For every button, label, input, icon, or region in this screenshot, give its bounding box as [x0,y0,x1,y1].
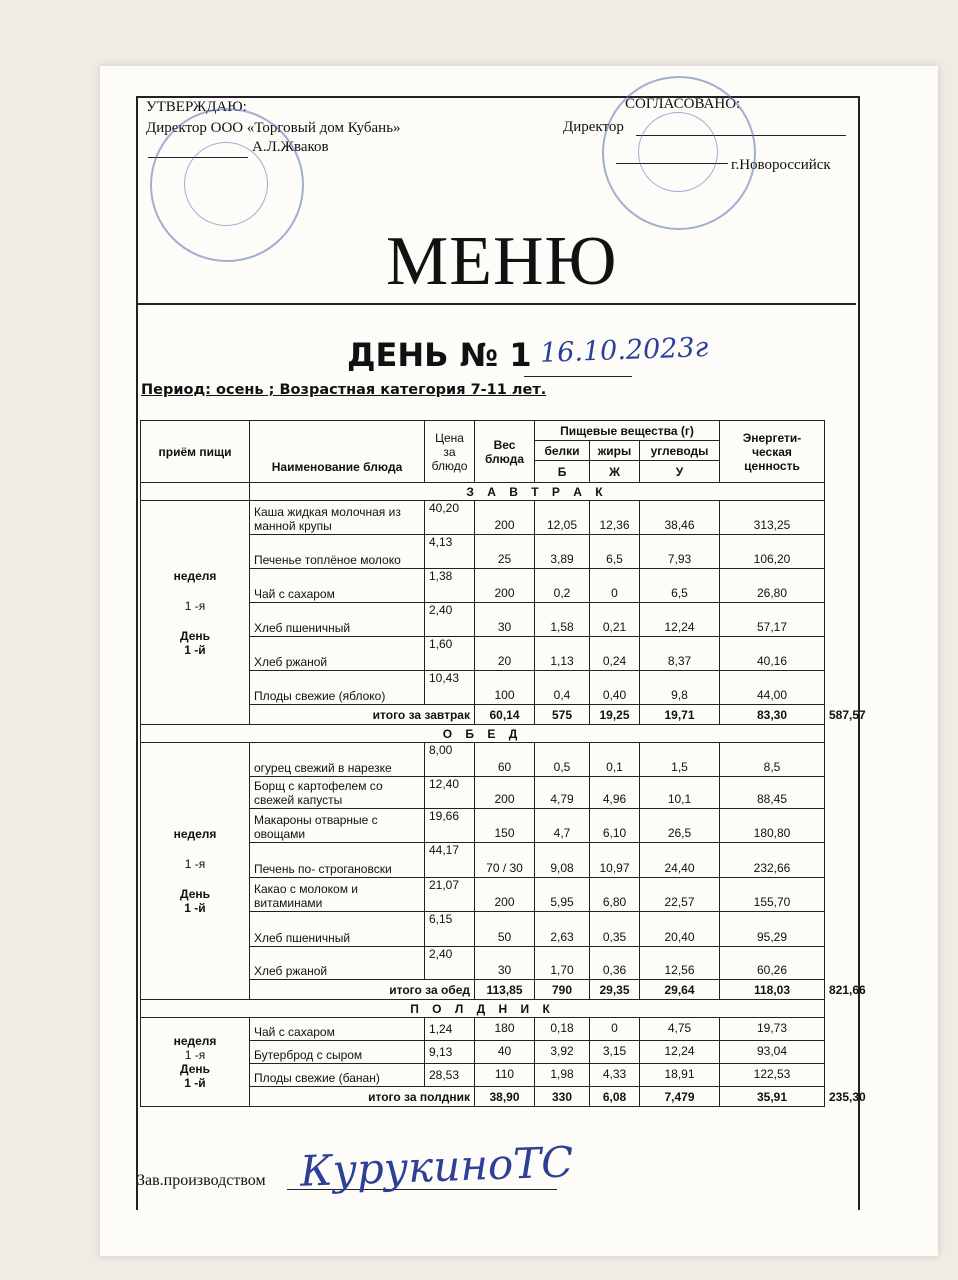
header-dish: Наименование блюда [250,421,425,483]
side-day_num: 1 -й [184,642,206,657]
dish-b: 9,08 [535,843,590,878]
side-day_num: 1 -й [184,1076,206,1090]
dish-price: 2,40 [425,603,475,637]
dish-b: 0,18 [535,1018,590,1041]
side-day: День [180,1062,210,1076]
dish-kcal: 88,45 [720,777,825,809]
total-u: 35,91 [720,1087,825,1107]
dish-b: 1,58 [535,603,590,637]
total-weight: 790 [535,980,590,1000]
header-carbs-short: У [640,461,720,483]
dish-b: 1,70 [535,947,590,980]
dish-b: 4,79 [535,777,590,809]
title-rule [136,303,856,305]
header-price: Цена за блюдо [425,421,475,483]
dish-u: 8,37 [640,637,720,671]
dish-name: Макароны отварные с овощами [250,809,425,843]
dish-weight: 180 [475,1018,535,1041]
date-underline [524,376,632,377]
total-zh: 7,479 [640,1087,720,1107]
header-carbs: углеводы [640,441,720,461]
agree-director: Директор [563,119,624,135]
date-handwritten: 16.10.2023г [539,332,709,369]
total-zh: 19,71 [640,705,720,725]
dish-zh: 12,36 [590,501,640,535]
meal-side-label [141,1018,250,1107]
dish-price: 1,24 [425,1018,475,1041]
total-b: 29,35 [590,980,640,1000]
dish-kcal: 40,16 [720,637,825,671]
total-u: 83,30 [720,705,825,725]
dish-name: Бутерброд с сыром [250,1041,425,1064]
dish-b: 2,63 [535,912,590,947]
dish-b: 4,7 [535,809,590,843]
section-title: З А В Т Р А К [250,483,825,501]
section-spacer [141,483,250,501]
dish-u: 7,93 [640,535,720,569]
total-label: итого за полдник [250,1087,475,1107]
dish-price: 2,40 [425,947,475,980]
dish-zh: 10,97 [590,843,640,878]
header-meal: приём пищи [141,421,250,483]
dish-b: 0,4 [535,671,590,705]
dish-zh: 3,15 [590,1041,640,1064]
dish-b: 3,92 [535,1041,590,1064]
dish-weight: 150 [475,809,535,843]
dish-kcal: 8,5 [720,743,825,777]
table-row [141,743,825,777]
dish-b: 1,13 [535,637,590,671]
dish-name: Чай с сахаром [250,569,425,603]
dish-name: Борщ с картофелем со свежей капусты [250,777,425,809]
dish-name: Какао с молоком и витаминами [250,878,425,912]
total-b: 19,25 [590,705,640,725]
dish-weight: 60 [475,743,535,777]
dish-price: 12,40 [425,777,475,809]
dish-name: Хлеб пшеничный [250,912,425,947]
dish-weight: 200 [475,878,535,912]
dish-u: 18,91 [640,1064,720,1087]
total-zh: 29,64 [640,980,720,1000]
total-price: 60,14 [475,705,535,725]
dish-weight: 30 [475,603,535,637]
dish-u: 12,56 [640,947,720,980]
dish-kcal: 19,73 [720,1018,825,1041]
dish-u: 24,40 [640,843,720,878]
dish-kcal: 57,17 [720,603,825,637]
approve-director: Директор ООО «Торговый дом Кубань» [146,120,401,136]
dish-name: Печень по- строгановски [250,843,425,878]
menu-table [140,420,825,1107]
header-nutrients: Пищевые вещества (г) [535,421,720,441]
section-title: О Б Е Д [141,725,825,743]
round-stamp-right [602,76,756,230]
dish-price: 28,53 [425,1064,475,1087]
dish-zh: 4,96 [590,777,640,809]
dish-price: 21,07 [425,878,475,912]
agree-city: г.Новороссийск [731,157,831,173]
header-protein-short: Б [535,461,590,483]
side-week: неделя [173,827,217,841]
dish-u: 22,57 [640,878,720,912]
dish-zh: 6,10 [590,809,640,843]
total-b: 6,08 [590,1087,640,1107]
dish-zh: 6,5 [590,535,640,569]
side-week: неделя [173,568,217,583]
dish-price: 1,38 [425,569,475,603]
dish-u: 12,24 [640,603,720,637]
dish-kcal: 60,26 [720,947,825,980]
total-label: итого за завтрак [250,705,475,725]
dish-weight: 200 [475,777,535,809]
section-title: П О Л Д Н И К [141,1000,825,1018]
side-day_num: 1 -й [184,901,206,915]
dish-name: Каша жидкая молочная из манной крупы [250,501,425,535]
dish-price: 40,20 [425,501,475,535]
dish-b: 5,95 [535,878,590,912]
table-row [141,501,825,535]
dish-weight: 100 [475,671,535,705]
dish-u: 20,40 [640,912,720,947]
dish-price: 6,15 [425,912,475,947]
dish-weight: 20 [475,637,535,671]
dish-name: Печенье топлёное молоко [250,535,425,569]
dish-price: 1,60 [425,637,475,671]
dish-price: 44,17 [425,843,475,878]
round-stamp-left [150,108,304,262]
dish-zh: 0,1 [590,743,640,777]
side-week: неделя [173,1034,217,1048]
side-day: День [180,628,210,643]
dish-name: Чай с сахаром [250,1018,425,1041]
dish-u: 38,46 [640,501,720,535]
total-weight: 575 [535,705,590,725]
dish-u: 9,8 [640,671,720,705]
dish-u: 4,75 [640,1018,720,1041]
dish-weight: 110 [475,1064,535,1087]
total-price: 113,85 [475,980,535,1000]
dish-name: Хлеб ржаной [250,637,425,671]
dish-zh: 0 [590,569,640,603]
header-fat-short: Ж [590,461,640,483]
dish-price: 8,00 [425,743,475,777]
dish-b: 3,89 [535,535,590,569]
dish-zh: 6,80 [590,878,640,912]
header-energy: Энергети-ческая ценность [720,421,825,483]
dish-zh: 0,36 [590,947,640,980]
dish-b: 0,5 [535,743,590,777]
dish-kcal: 313,25 [720,501,825,535]
dish-zh: 4,33 [590,1064,640,1087]
table-row [141,1018,825,1041]
dish-kcal: 95,29 [720,912,825,947]
dish-kcal: 180,80 [720,809,825,843]
dish-u: 26,5 [640,809,720,843]
dish-zh: 0,24 [590,637,640,671]
dish-b: 1,98 [535,1064,590,1087]
dish-name: Плоды свежие (банан) [250,1064,425,1087]
side-week_num: 1 -я [184,857,206,871]
dish-u: 12,24 [640,1041,720,1064]
dish-zh: 0 [590,1018,640,1041]
menu-title: МЕНЮ [386,223,618,300]
header-weight: Вес блюда [475,421,535,483]
dish-weight: 200 [475,569,535,603]
dish-b: 0,2 [535,569,590,603]
agree-title: СОГЛАСОВАНО: [625,96,741,112]
approve-name: А.Л.Жваков [252,139,329,155]
approve-title: УТВЕРЖДАЮ: [146,99,247,115]
dish-weight: 70 / 30 [475,843,535,878]
dish-u: 6,5 [640,569,720,603]
dish-name: огурец свежий в нарезке [250,743,425,777]
footer-label: Зав.производством [137,1172,266,1189]
dish-u: 10,1 [640,777,720,809]
dish-price: 10,43 [425,671,475,705]
dish-weight: 25 [475,535,535,569]
dish-weight: 40 [475,1041,535,1064]
dish-kcal: 155,70 [720,878,825,912]
dish-kcal: 44,00 [720,671,825,705]
dish-weight: 50 [475,912,535,947]
period-line: Период: осень ; Возрастная категория 7-11 лет. [141,382,547,398]
dish-price: 19,66 [425,809,475,843]
total-price: 38,90 [475,1087,535,1107]
dish-zh: 0,40 [590,671,640,705]
dish-name: Плоды свежие (яблоко) [250,671,425,705]
meal-side-label [141,743,250,1000]
dish-kcal: 26,80 [720,569,825,603]
dish-b: 12,05 [535,501,590,535]
dish-kcal: 122,53 [720,1064,825,1087]
total-u: 118,03 [720,980,825,1000]
footer-signature: КурукиноТС [299,1137,575,1196]
side-week_num: 1 -я [184,1048,206,1062]
dish-kcal: 93,04 [720,1041,825,1064]
header-protein: белки [535,441,590,461]
dish-price: 4,13 [425,535,475,569]
dish-zh: 0,21 [590,603,640,637]
day-label: ДЕНЬ № 1 [347,336,532,374]
dish-weight: 200 [475,501,535,535]
header-fat: жиры [590,441,640,461]
dish-zh: 0,35 [590,912,640,947]
dish-kcal: 232,66 [720,843,825,878]
total-weight: 330 [535,1087,590,1107]
total-label: итого за обед [250,980,475,1000]
dish-name: Хлеб пшеничный [250,603,425,637]
dish-u: 1,5 [640,743,720,777]
side-week_num: 1 -я [184,598,206,613]
dish-name: Хлеб ржаной [250,947,425,980]
dish-kcal: 106,20 [720,535,825,569]
dish-weight: 30 [475,947,535,980]
side-day: День [180,887,210,901]
meal-side-label [141,501,250,725]
dish-price: 9,13 [425,1041,475,1064]
